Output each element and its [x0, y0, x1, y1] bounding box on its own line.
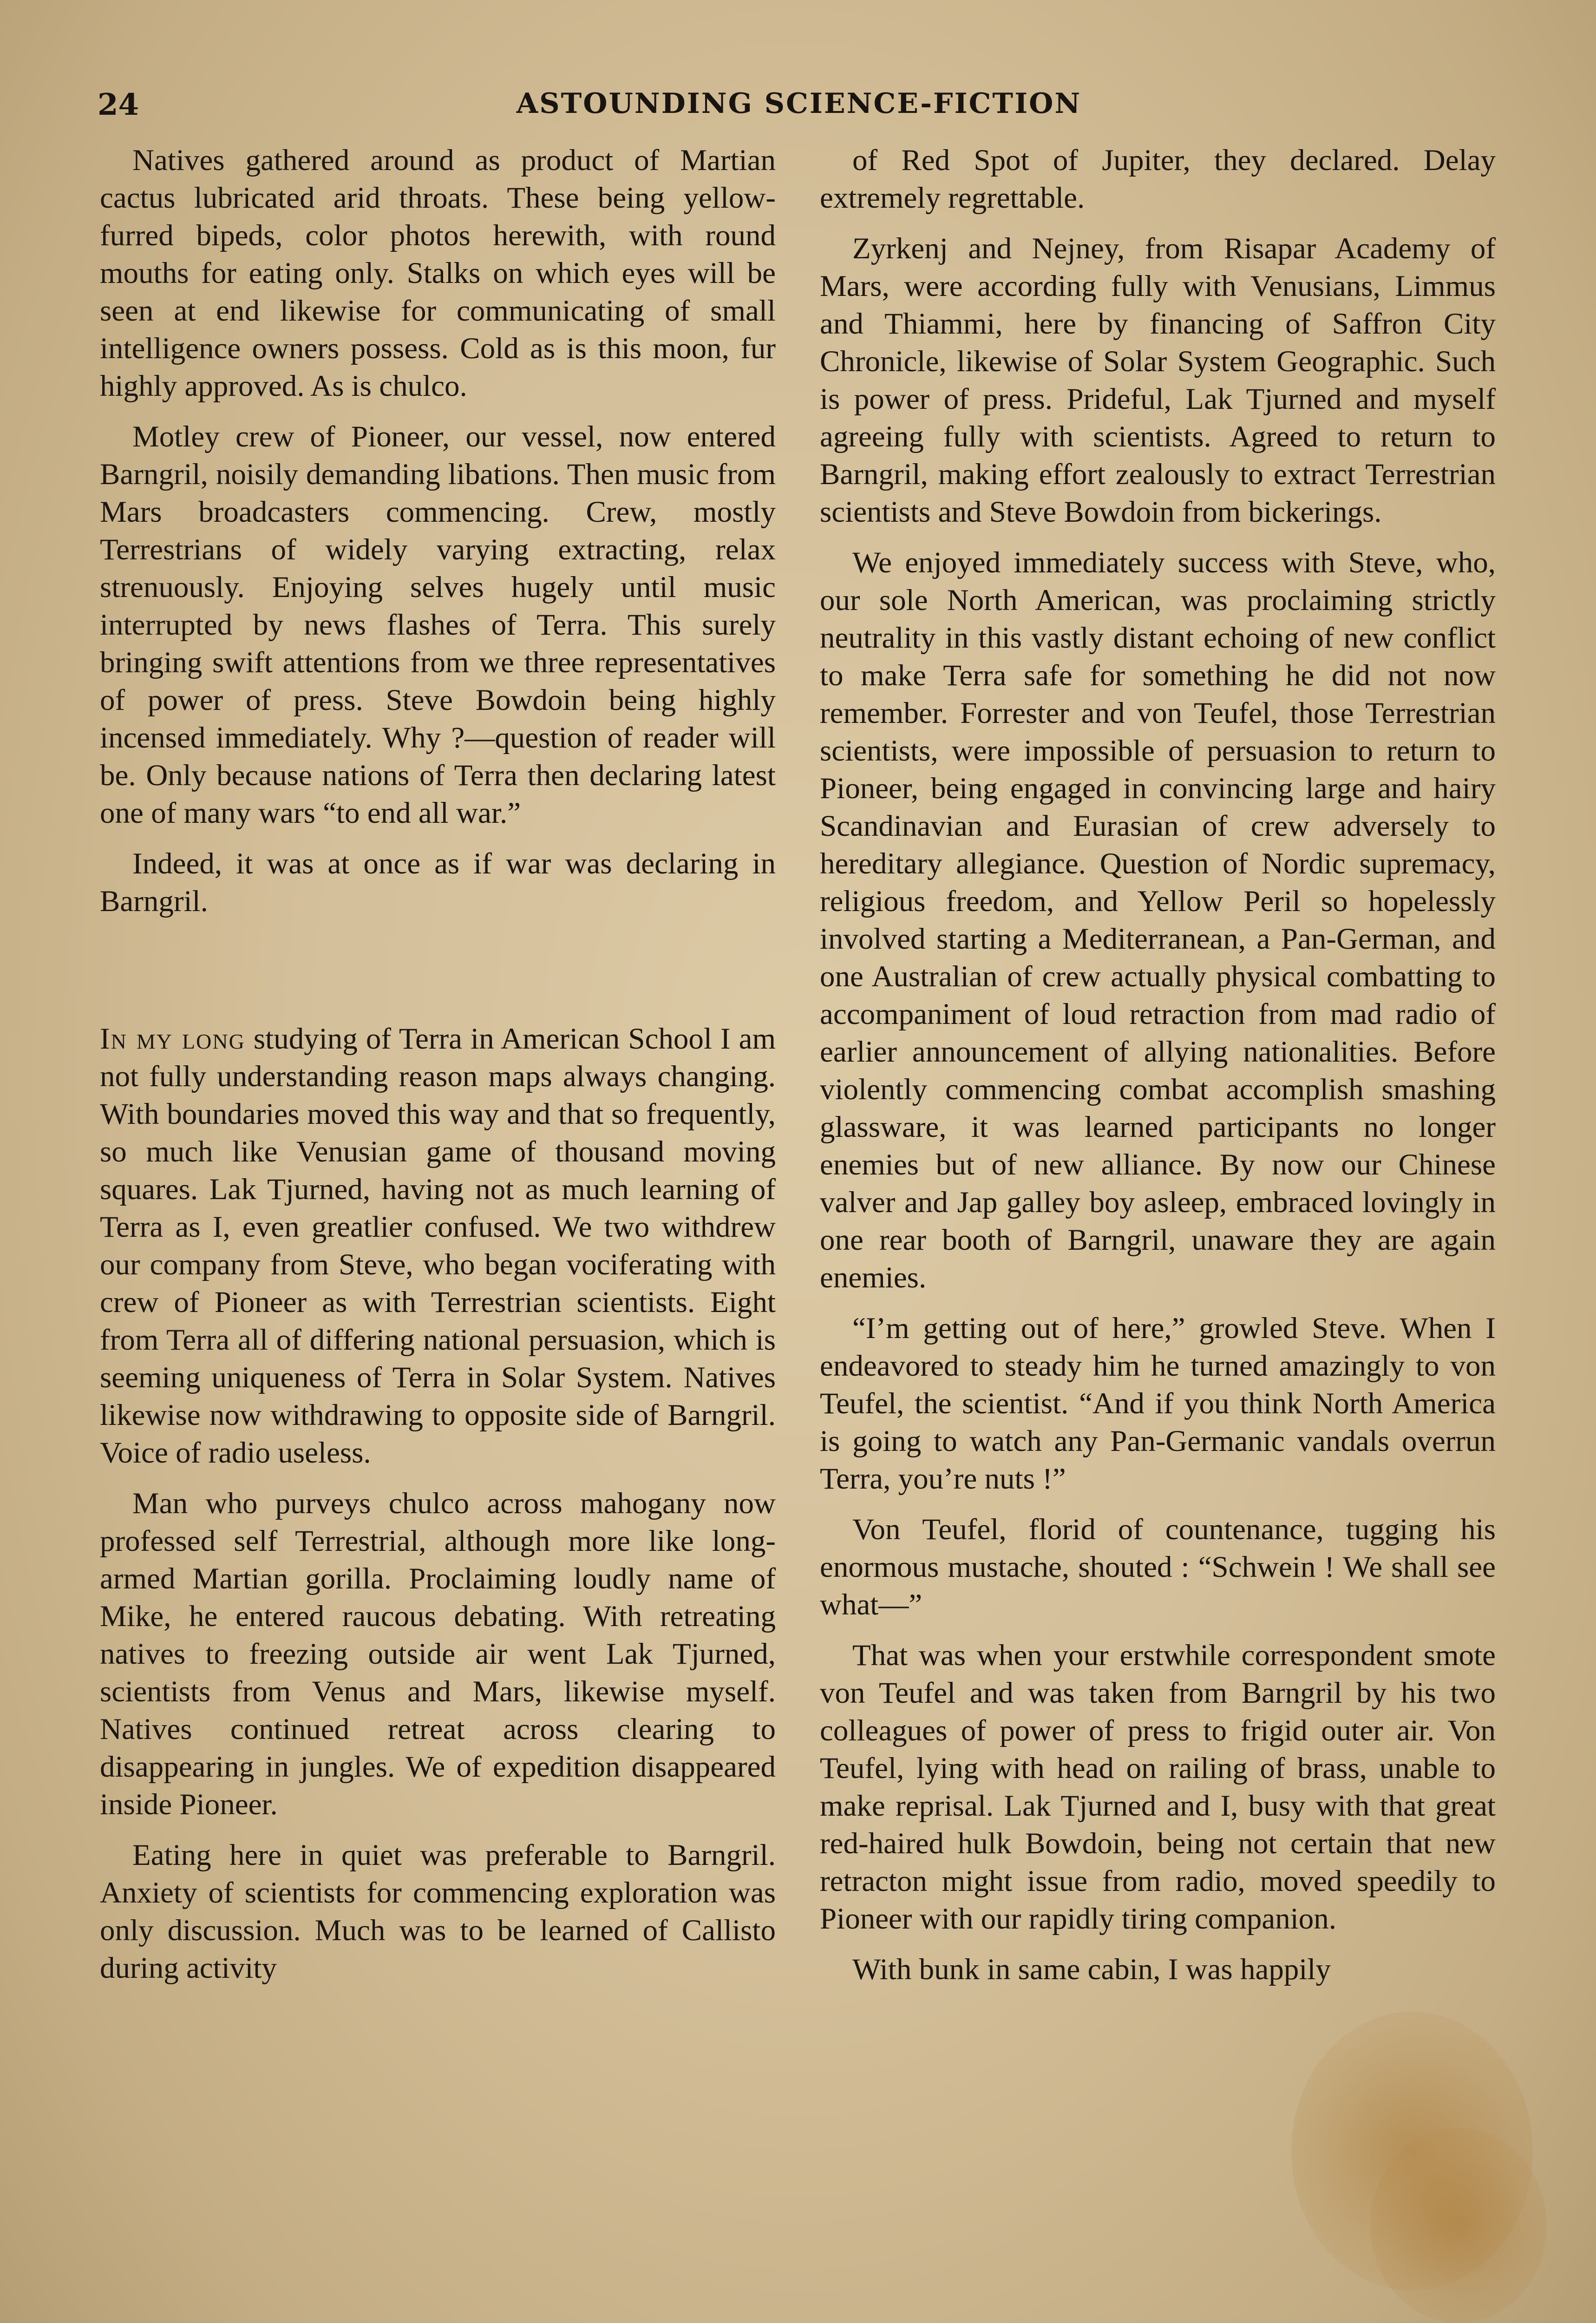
- right-text-column: [820, 142, 1496, 2001]
- paragraph-text: We enjoyed immediately success with Steve, who, our sole North American, was proclaiming strictly neutrality in this vastly distant echoing of new conflict to make Terra safe for something he did not now remember. Forrester and von Teufel, those Terrestrian scientists, were impossible of persuasion to return to Pioneer, being engaged in convincing large and hairy Scandinavian and Eurasian of crew adversely to hereditary allegiance. Question of Nordic supremacy, religious freedom, and Yellow Peril so hopelessly involved starting a Mediterranean, a Pan-German, and one Australian of crew actually physical combatting to accompaniment of loud retraction from mad radio of earlier announcement of allying nationalities. Before violently commencing combat accomplish smashing glassware, it was learned participants no longer enemies but of new alliance. By now our Chinese valver and Jap galley boy asleep, embraced lovingly in one rear booth of Barngril, unaware they are again enemies.: [820, 546, 1496, 1294]
- paragraph-text: studying of Terra in American School I am not fully understanding reason maps always changing. With boundaries moved this way and that so frequently, so much like Venusian game of thousand moving squares. Lak Tjurned, having not as much learning of Terra as I, even greatlier confused. We two withdrew our company from Steve, who began vociferating with crew of Pioneer as with Terrestrian scientists. Eight from Terra all of differing national persuasion, which is seeming uniqueness of Terra in Solar System. Natives likewise now withdrawing to opposite side of Barngril. Voice of radio useless.: [100, 1022, 776, 1470]
- paragraph: [100, 1020, 776, 1472]
- paragraph: [820, 230, 1496, 531]
- paragraph: [820, 544, 1496, 1297]
- paragraph: [100, 418, 776, 832]
- paragraph-text: Indeed, it was at once as if war was declaring in Barngril.: [100, 847, 776, 918]
- paragraph-text: With bunk in same cabin, I was happily: [852, 1953, 1331, 1986]
- paragraph-text: of Red Spot of Jupiter, they declared. Delay extremely regrettable.: [820, 144, 1496, 215]
- paragraph-text: “I’m getting out of here,” growled Steve. When I endeavored to steady him he turned amazingly to von Teufel, the scientist. “And if you think North America is going to watch any Pan-Germanic vandals overrun Terra, you’re nuts !”: [820, 1312, 1496, 1496]
- water-stain: [1370, 2128, 1547, 2323]
- paragraph: [820, 142, 1496, 217]
- section-lead-in: In my long: [100, 1022, 245, 1056]
- paragraph-text: Natives gathered around as product of Martian cactus lubricated arid throats. These being yellow-furred bipeds, color photos herewith, with round mouths for eating only. Stalks on which eyes will be seen at end likewise for communicating of small intelligence owners possess. Cold as is this moon, fur highly approved. As is chulco.: [100, 144, 776, 403]
- paragraph: [100, 142, 776, 405]
- paragraph: [820, 1310, 1496, 1498]
- running-head: ASTOUNDING SCIENCE-FICTION: [516, 87, 1082, 120]
- paragraph: [820, 1951, 1496, 1988]
- paragraph: [100, 845, 776, 920]
- page-header: [98, 83, 1500, 134]
- paragraph-text: Man who purveys chulco across mahogany now professed self Terrestrial, although more like long-armed Martian gorilla. Proclaiming loudly name of Mike, he entered raucous debating. With retreating natives to freezing outside air went Lak Tjurned, scientists from Venus and Mars, likewise myself. Natives continued retreat across clearing to disappearing in jungles. We of expedition disappeared inside Pioneer.: [100, 1487, 776, 1821]
- left-text-column: [100, 142, 776, 2000]
- paragraph: [100, 1837, 776, 1987]
- paragraph-text: Motley crew of Pioneer, our vessel, now entered Barngril, noisily demanding libations. Then music from Mars broadcasters commencing. Crew, mostly Terrestrians of widely varying extracting, relax strenuously. Enjoying selves hugely until music interrupted by news flashes of Terra. This surely bringing swift attentions from we three representatives of power of press. Steve Bowdoin being highly incensed immediately. Why ?—question of reader will be. Only because nations of Terra then declaring latest one of many wars “to end all war.”: [100, 420, 776, 830]
- paragraph: [820, 1637, 1496, 1938]
- paragraph: [820, 1511, 1496, 1624]
- page-number: 24: [98, 87, 139, 122]
- paragraph-text: That was when your erstwhile correspondent smote von Teufel and was taken from Barngril by his two colleagues of power of press to frigid outer air. Von Teufel, lying with head on railing of brass, unable to make reprisal. Lak Tjurned and I, busy with that great red-haired hulk Bowdoin, being not certain that new retracton might issue from radio, moved speedily to Pioneer with our rapidly tiring companion.: [820, 1639, 1496, 1936]
- paragraph: [100, 1485, 776, 1824]
- paragraph-text: Von Teufel, florid of countenance, tugging his enormous mustache, shouted : “Schwein ! We shall see what—”: [820, 1513, 1496, 1621]
- paragraph-text: Eating here in quiet was preferable to Barngril. Anxiety of scientists for commencing exploration was only discussion. Much was to be learned of Callisto during activity: [100, 1838, 776, 1985]
- paragraph-text: Zyrkenj and Nejney, from Risapar Academy of Mars, were according fully with Venusians, Limmus and Thiammi, here by financing of Saffron City Chronicle, likewise of Solar System Geographic. Such is power of press. Prideful, Lak Tjurned and myself agreeing fully with scientists. Agreed to return to Barngril, making effort zealously to extract Terrestrian scientists and Steve Bowdoin from bickerings.: [820, 232, 1496, 529]
